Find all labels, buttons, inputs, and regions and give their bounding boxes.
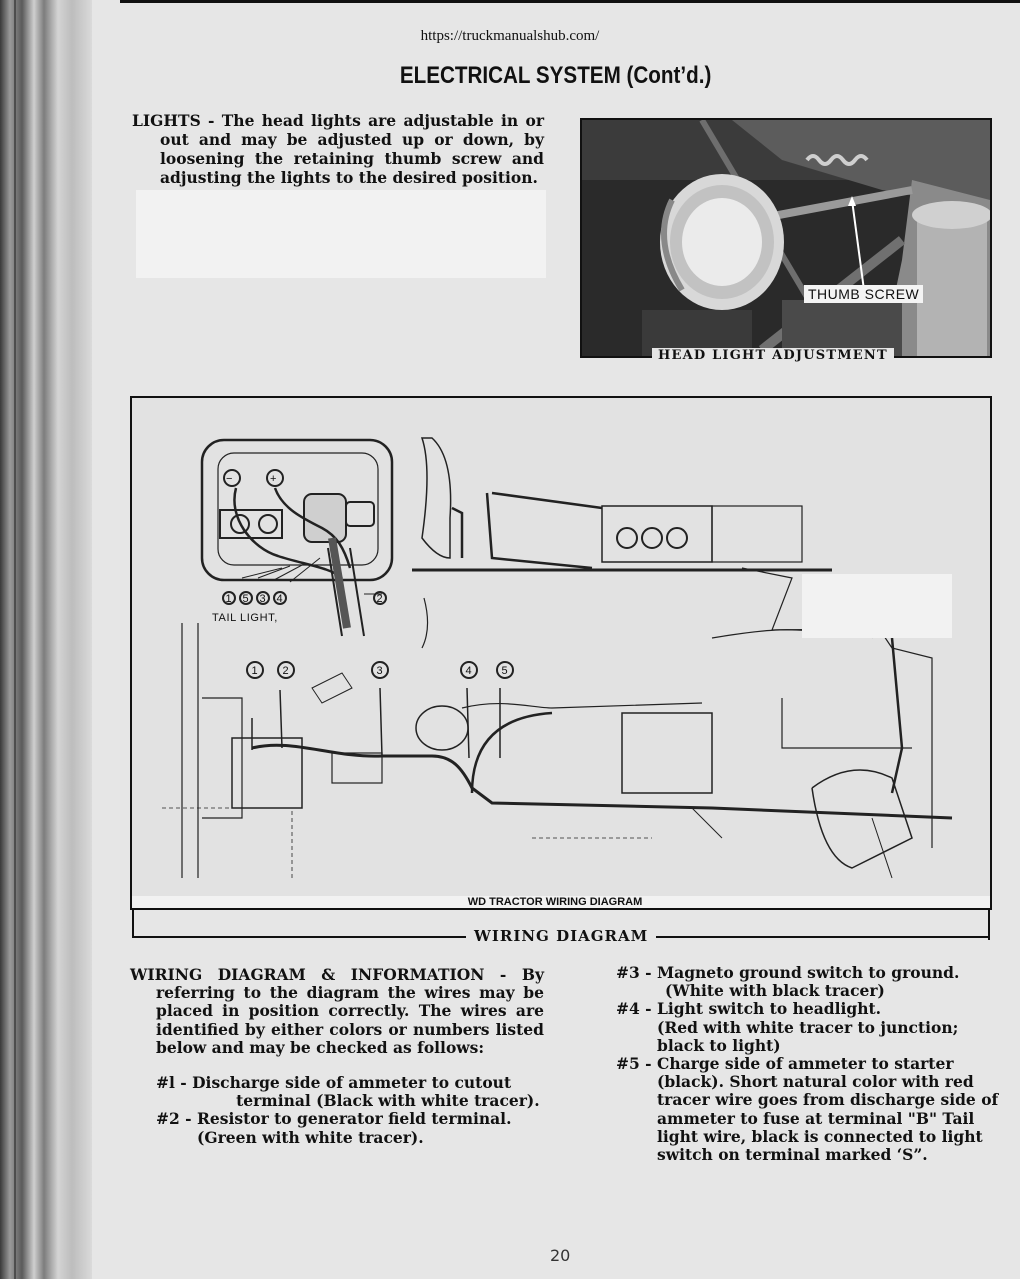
svg-text:+: + [270,473,277,485]
wire-number: 3 [376,665,383,677]
wiring-diagram [130,396,992,910]
wire-number: 4 [465,665,472,677]
rule-left [132,910,134,937]
svg-text:−: − [226,473,233,485]
wire-item-5: #5 - Charge side of ammeter to starter (black). Short natural color with red tracer wire goes from discharge side of ammeter to fuse at terminal "B" Tail light wire, black is connected to light switch on terminal marked ‘S”. [616,1054,999,1165]
terminal-number: 4 [276,593,283,605]
page-number: 20 [550,1246,571,1265]
headlight-photo [580,118,992,358]
wire-list-left [156,1074,540,1147]
wiring-intro: WIRING DIAGRAM & INFORMATION - By referring to the diagram the wires may be placed in position correctly. The wires are identified by either colors or numbers listed below and may be checked as follows: [130,965,544,1057]
wire-number: 1 [251,665,258,677]
diagram-caption: WD TRACTOR WIRING DIAGRAM [467,896,643,908]
terminal-number: 3 [259,593,266,605]
terminal-number: 2 [376,593,383,605]
wire-item-4: #4 - Light switch to headlight. (Red with white tracer to junction; black to light) [616,999,959,1055]
binding-edge [14,0,16,1279]
tail-light-label: TAIL LIGHT, [212,612,278,624]
wire-number: 2 [282,665,289,677]
top-rule [120,0,1020,3]
wire-list-right [616,964,1004,1164]
photo-caption: HEAD LIGHT ADJUSTMENT [652,348,894,363]
source-url[interactable]: https://truckmanualshub.com/ [420,28,600,44]
page-title: ELECTRICAL SYSTEM (Cont’d.) [399,62,712,89]
wiring-diagram-heading: WIRING DIAGRAM [466,927,656,945]
wire-item-2: #2 - Resistor to generator field terminal. (Green with white tracer). [156,1109,512,1147]
wire-item-1: #l - Discharge side of ammeter to cutout terminal (Black with white tracer). [156,1073,540,1111]
terminal-number: 1 [225,593,232,605]
wire-item-3: #3 - Magneto ground switch to ground. (White with black tracer) [616,963,960,1001]
wire-number: 5 [501,665,508,677]
thumb-screw-callout: THUMB SCREW [804,285,923,303]
lights-paragraph: LIGHTS - The head lights are adjustable in or out and may be adjusted up or down, by loosening the retaining thumb screw and adjusting the lights to the desired position. [132,111,544,187]
scan-patch [136,190,546,278]
terminal-number: 5 [242,593,249,605]
